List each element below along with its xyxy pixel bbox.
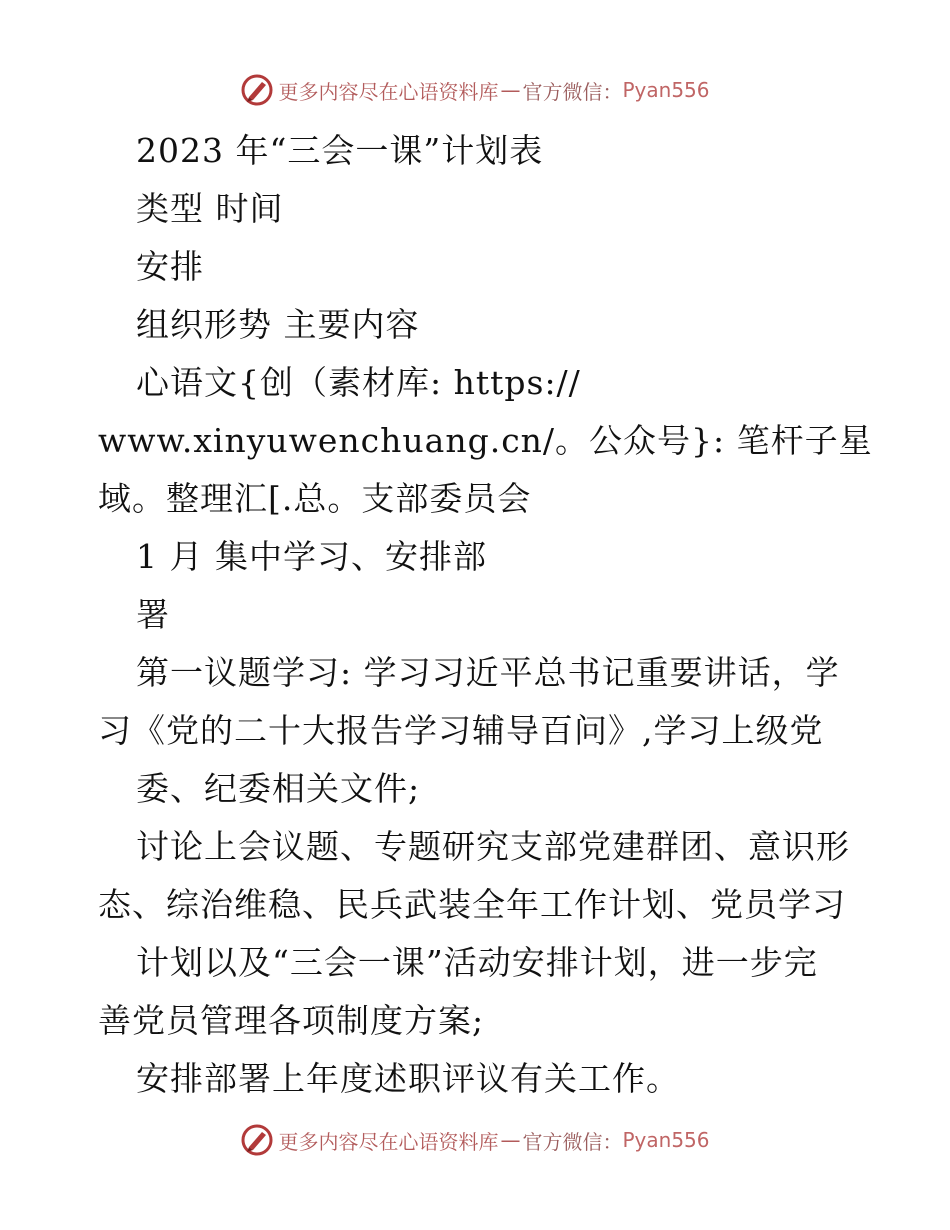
banner-sub-text: 官方微信： bbox=[522, 1129, 623, 1154]
banner-main-text: 更多内容尽在心语资料库 bbox=[278, 1129, 499, 1154]
doc-line: 心语文{创（素材库: https:// bbox=[136, 363, 581, 402]
doc-line: 组织形势 主要内容 bbox=[136, 305, 420, 344]
doc-title-line: 2023 年“三会一课”计划表 bbox=[136, 131, 544, 170]
doc-line: 安排 bbox=[136, 247, 204, 286]
pen-logo-icon bbox=[240, 73, 274, 107]
banner-handle: Pyan556 bbox=[622, 78, 710, 102]
doc-line: 类型 时间 bbox=[136, 189, 284, 228]
banner-dash: — bbox=[500, 1128, 521, 1152]
pen-logo-icon bbox=[240, 1123, 274, 1157]
banner-dash: — bbox=[500, 78, 521, 102]
doc-line: 善党员管理各项制度方案; bbox=[98, 1001, 485, 1040]
banner-handle: Pyan556 bbox=[622, 1128, 710, 1152]
doc-line: 态、综治维稳、民兵武装全年工作计划、党员学习 bbox=[98, 885, 846, 924]
doc-line: 委、纪委相关文件; bbox=[136, 769, 421, 808]
doc-line: 署 bbox=[136, 595, 170, 634]
doc-line: 1 月 集中学习、安排部 bbox=[136, 537, 487, 576]
doc-line: 计划以及“三会一课”活动安排计划，进一步完 bbox=[136, 943, 818, 982]
doc-line: 习《党的二十大报告学习辅导百问》,学习上级党 bbox=[98, 711, 824, 750]
banner-sub-text: 官方微信： bbox=[522, 79, 623, 104]
doc-line: www.xinyuwenchuang.cn/。公众号}: 笔杆子星 bbox=[98, 421, 873, 460]
doc-line: 讨论上会议题、专题研究支部党建群团、意识形 bbox=[136, 827, 850, 866]
doc-line: 安排部署上年度述职评议有关工作。 bbox=[136, 1059, 680, 1098]
banner-main-text: 更多内容尽在心语资料库 bbox=[278, 79, 499, 104]
footer-watermark-banner bbox=[0, 1120, 950, 1160]
doc-line: 第一议题学习: 学习习近平总书记重要讲话，学 bbox=[136, 653, 840, 692]
header-watermark-banner bbox=[0, 70, 950, 110]
doc-line: 域。整理汇[.总。支部委员会 bbox=[98, 479, 532, 518]
document-body bbox=[0, 122, 950, 1108]
